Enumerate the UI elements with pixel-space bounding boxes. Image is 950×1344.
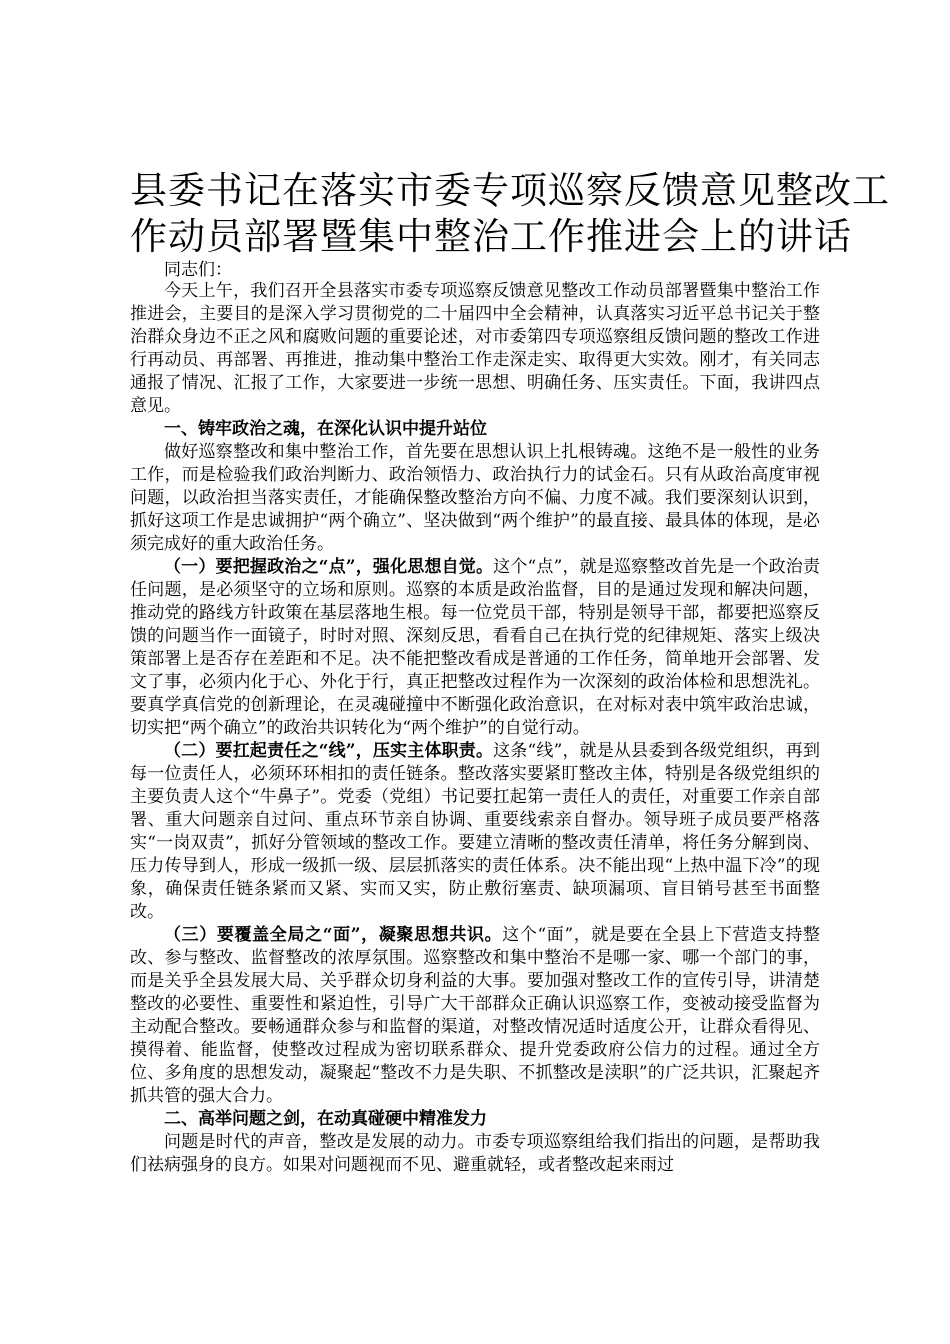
document-page	[130, 168, 890, 1177]
item-1-paragraph	[130, 556, 820, 740]
item-3-body: 这个“面”，就是要在全县上下营造支持整改、参与整改、监督整改的浓厚氛围。巡察整改和集中整治不是哪一家、哪一个部门的事，而是关乎全县发展大局、关乎群众切身利益的大事。要加强对整改工作的宣传引导，讲清楚整改的必要性、重要性和紧迫性，引导广大干部群众正确认识巡察工作，变被动接受监督为主动配合整改。要畅通群众参与和监督的渠道，对整改情况适时适度公开，让群众看得见、摸得着、能监督，使整改过程成为密切联系群众、提升党委政府公信力的过程。通过全方位、多角度的思想发动，凝聚起“整改不力是失职、不抓整改是渎职”的广泛共识，汇聚起齐抓共管的强大合力。	[130, 925, 820, 1106]
item-2-paragraph	[130, 740, 820, 924]
title-line-1: 县委书记在落实市委专项巡察反馈意见整改工	[130, 169, 890, 212]
title-line-2: 作动员部署暨集中整治工作推进会上的讲话	[130, 215, 852, 258]
item-2-body: 这条“线”，就是从县委到各级党组织，再到每一位责任人，必须环环相扣的责任链条。整改落实要紧盯整改主体，特别是各级党组织的主要负责人这个“牛鼻子”。党委（党组）书记要扛起第一责任人的责任，对重要工作亲自部署、重大问题亲自过问、重点环节亲自协调、重要线索亲自督办。领导班子成员要严格落实“一岗双责”，抓好分管领域的整改工作。要建立清晰的整改责任清单，将任务分解到岗、压力传导到人，形成一级抓一级、层层抓落实的责任体系。决不能出现“上热中温下冷”的现象，确保责任链条紧而又紧、实而又实，防止敷衍塞责、缺项漏项、盲目销号甚至书面整改。	[130, 741, 820, 922]
item-2-lead: （二）要扛起责任之“线”，压实主体职责。	[164, 741, 494, 761]
section-2-paragraph: 问题是时代的声音，整改是发展的动力。市委专项巡察组给我们指出的问题，是帮助我们祛病强身的良方。如果对问题视而不见、避重就轻，或者整改起来雨过	[130, 1132, 820, 1175]
section-1-heading: 一、铸牢政治之魂，在深化认识中提升站位	[164, 419, 487, 439]
intro-paragraph: 今天上午，我们召开全县落实市委专项巡察反馈意见整改工作动员部署暨集中整治工作推进会，主要目的是深入学习贯彻党的二十届四中全会精神，认真落实习近平总书记关于整治群众身边不正之风和腐败问题的重要论述，对市委第四专项巡察组反馈问题的整改工作进行再动员、再部署、再推进，推动集中整治工作走深走实、取得更大实效。刚才，有关同志通报了情况、汇报了工作，大家要进一步统一思想、明确任务、压实责任。下面，我讲四点意见。	[130, 281, 820, 416]
item-1-body: 这个“点”，就是巡察整改首先是一个政治责任问题，是必须坚守的立场和原则。巡察的本质是政治监督，目的是通过发现和解决问题，推动党的路线方针政策在基层落地生根。每一位党员干部，特别是领导干部，都要把巡察反馈的问题当作一面镜子，时时对照、深刻反思，看看自己在执行党的纪律规矩、落实上级决策部署上是否存在差距和不足。决不能把整改看成是普通的工作任务，简单地开会部署、发文了事，必须内化于心、外化于行，真正把整改过程作为一次深刻的政治体检和思想洗礼。要真学真信党的创新理论，在灵魂碰撞中不断强化政治意识，在对标对表中筑牢政治忠诚，切实把“两个确立”的政治共识转化为“两个维护”的自觉行动。	[130, 557, 820, 738]
item-3-paragraph	[130, 924, 820, 1108]
greeting: 同志们：	[164, 260, 232, 280]
section-1-paragraph: 做好巡察整改和集中整治工作，首先要在思想认识上扎根铸魂。这绝不是一般性的业务工作，而是检验我们政治判断力、政治领悟力、政治执行力的试金石。只有从政治高度审视问题，以政治担当落实责任，才能确保整改整治方向不偏、力度不减。我们要深刻认识到，抓好这项工作是忠诚拥护“两个确立”、坚决做到“两个维护”的最直接、最具体的体现，是必须完成好的重大政治任务。	[130, 442, 820, 554]
section-2-heading: 二、高举问题之剑，在动真碰硬中精准发力	[164, 1109, 487, 1129]
item-1-lead: （一）要把握政治之“点”，强化思想自觉。	[164, 557, 494, 577]
document-title	[130, 168, 890, 260]
item-3-lead: （三）要覆盖全局之“面”，凝聚思想共识。	[164, 925, 503, 945]
